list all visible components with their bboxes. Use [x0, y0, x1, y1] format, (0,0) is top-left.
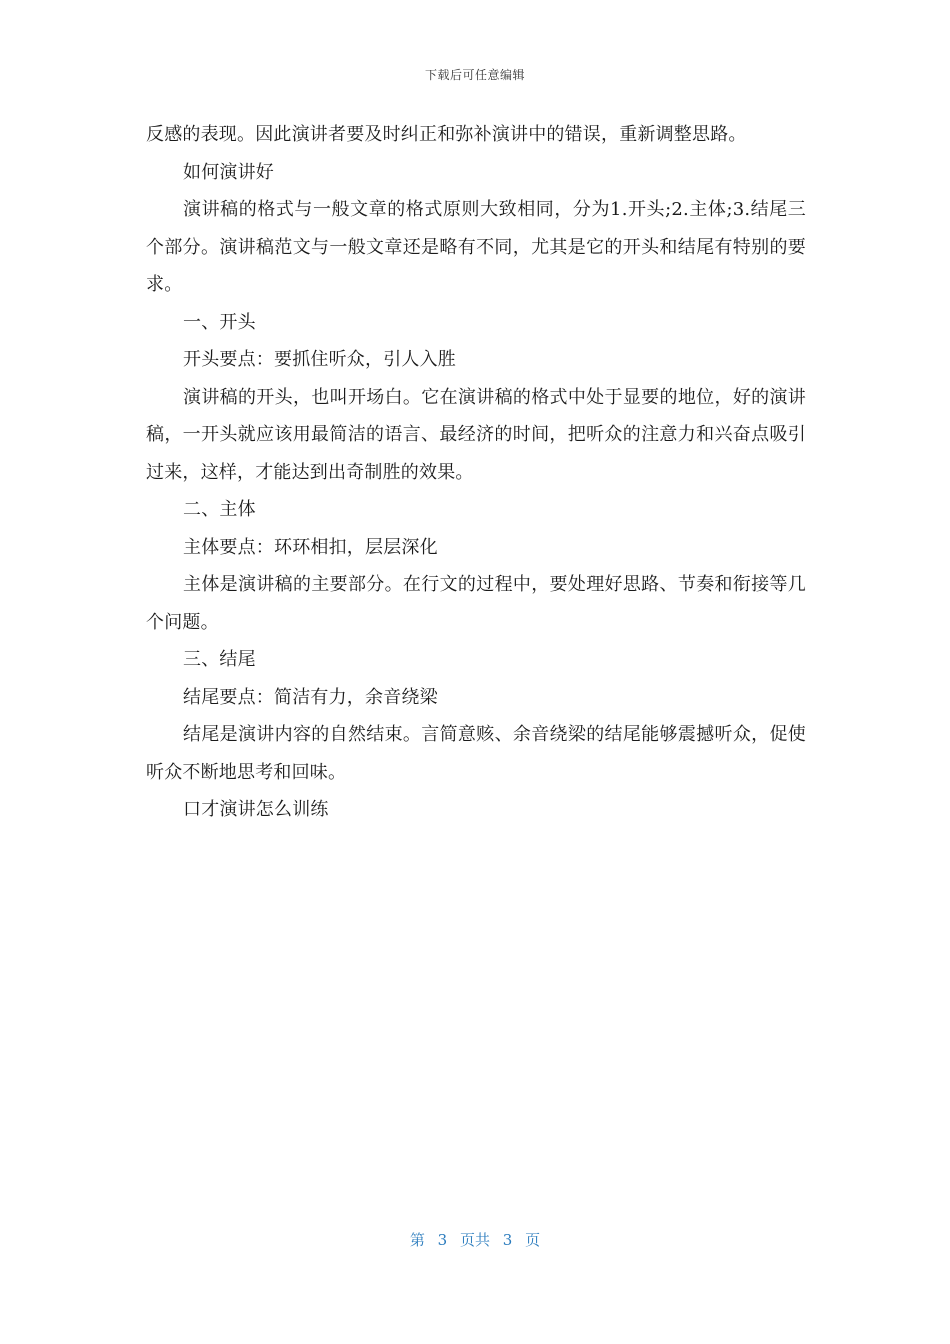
key-point: 开头要点：要抓住听众，引人入胜 — [183, 349, 456, 370]
paragraph: 主体是演讲稿的主要部分。在行文的过程中，要处理好思路、节奏和衔接等几个问题。 — [146, 574, 806, 633]
document-body — [146, 116, 806, 829]
section-heading: 一、开头 — [183, 311, 256, 333]
section-heading: 如何演讲好 — [183, 161, 274, 183]
section-heading: 二、主体 — [183, 499, 256, 520]
paragraph: 演讲稿的开头，也叫开场白。它在演讲稿的格式中处于显要的地位，好的演讲稿，一开头就应该用最简洁的语言、最经济的时间，把听众的注意力和兴奋点吸引过来，这样，才能达到出奇制胜的效果。 — [146, 386, 806, 483]
section-heading: 口才演讲怎么训练 — [183, 799, 329, 820]
page-footer: 第 3 页共 3 页 — [409, 1231, 541, 1249]
section-heading: 三、结尾 — [183, 649, 256, 670]
paragraph: 演讲稿的格式与一般文章的格式原则大致相同，分为1.开头;2.主体;3.结尾三个部分。演讲稿范文与一般文章还是略有不同，尤其是它的开头和结尾有特别的要求。 — [146, 199, 806, 295]
key-point: 结尾要点：简洁有力，余音绕梁 — [183, 686, 438, 708]
page-header: 下载后可任意编辑 — [424, 68, 525, 82]
paragraph: 反感的表现。因此演讲者要及时纠正和弥补演讲中的错误，重新调整思路。 — [146, 124, 747, 145]
key-point: 主体要点：环环相扣，层层深化 — [183, 536, 438, 558]
paragraph: 结尾是演讲内容的自然结束。言简意赅、余音绕梁的结尾能够震撼听众，促使听众不断地思考和回味。 — [146, 724, 806, 783]
